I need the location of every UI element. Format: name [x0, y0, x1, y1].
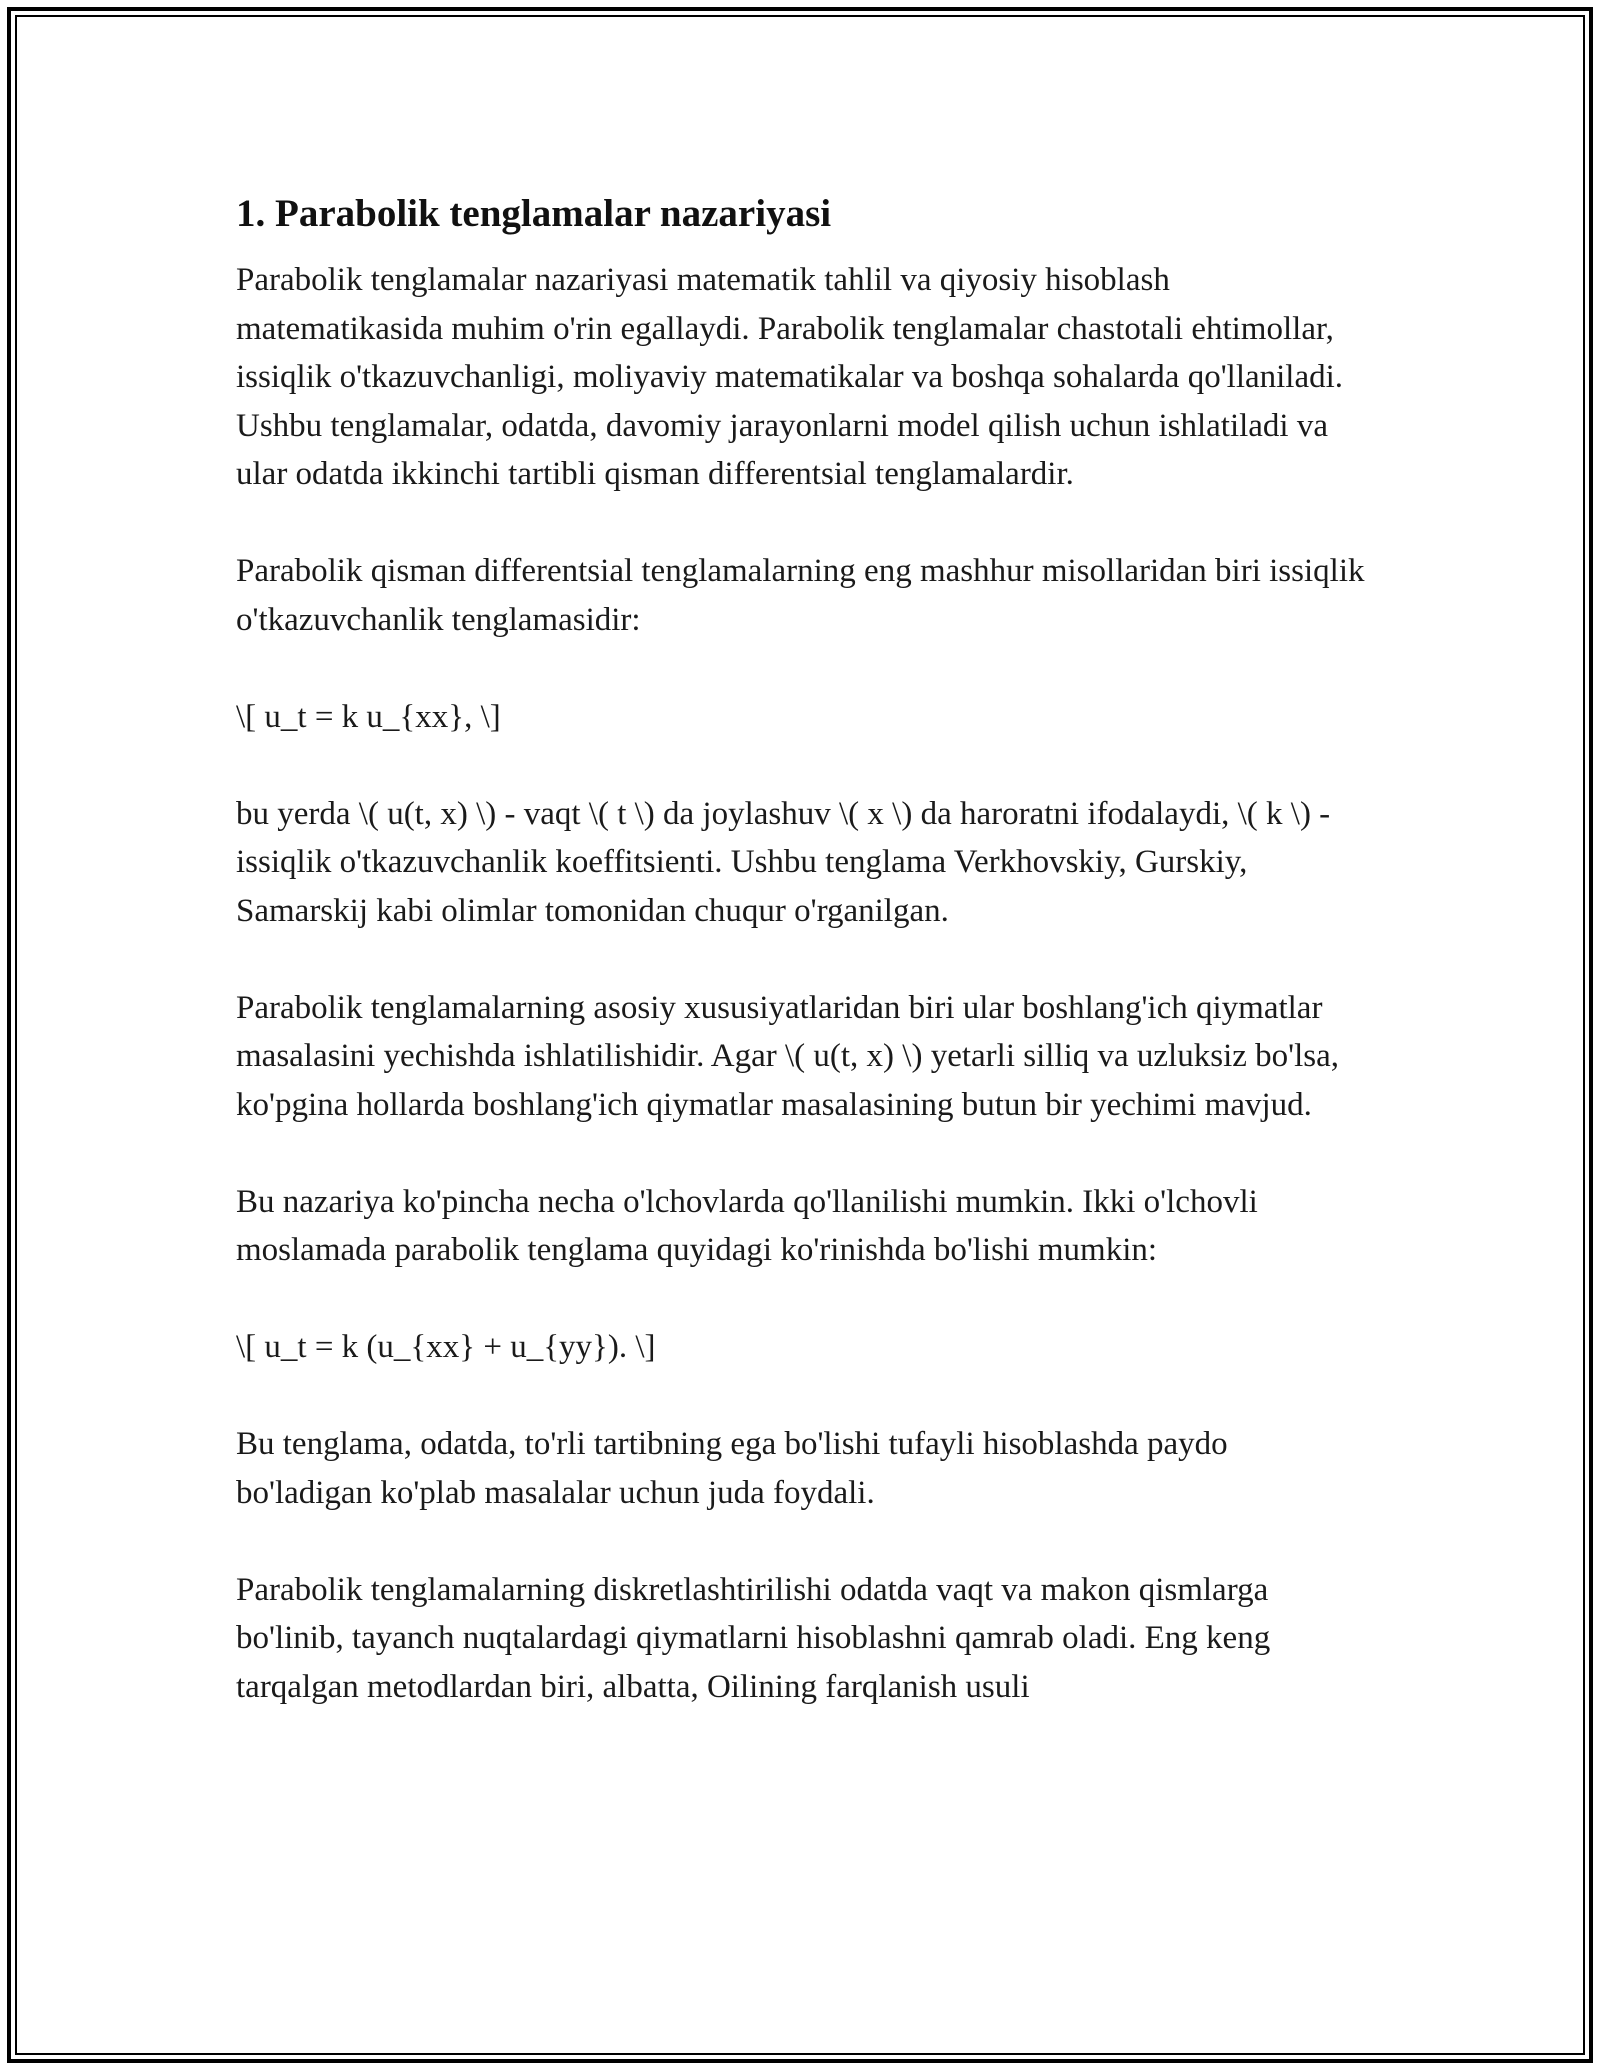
paragraph-variables: bu yerda \( u(t, x) \) - vaqt \( t \) da joylashuv \( x \) da haroratni ifodalaydi, \( k \) - issiqlik o'tkazuvchanlik koeffitsienti. Ushbu tenglama Verkhovskiy, Gurskiy, Samarskij kabi olimlar tomonidan chuqur o'rganilgan. — [236, 795, 1331, 929]
equation-heat-2d: \[ u_t = k (u_{xx} + u_{yy}). \] — [236, 1329, 656, 1365]
paragraph-dimensions: Bu nazariya ko'pincha necha o'lchovlarda qo'llanilishi mumkin. Ikki o'lchovli moslamada parabolik tenglama quyidagi ko'rinishda bo'lishi mumkin: — [236, 1183, 1258, 1268]
section-heading: 1. Parabolik tenglamalar nazariyasi — [236, 192, 832, 235]
paragraph-heat-equation-intro: Parabolik qisman differentsial tenglamalarning eng mashhur misollaridan biri issiqlik o'tkazuvchanlik tenglamasidir: — [236, 553, 1365, 638]
paragraph-discretization: Parabolik tenglamalarning diskretlashtirilishi odatda vaqt va makon qismlarga bo'linib, tayanch nuqtalardagi qiymatlarni hisoblashni qamrab oladi. Eng keng tarqalgan metodlardan biri, albatta, Oilining farqlanish usuli — [236, 1571, 1271, 1705]
paragraph-usefulness: Bu tenglama, odatda, to'rli tartibning ega bo'lishi tufayli hisoblashda paydo bo'ladigan ko'plab masalalar uchun juda foydali. — [236, 1426, 1228, 1511]
equation-heat-1d: \[ u_t = k u_{xx}, \] — [236, 698, 501, 735]
document-body — [236, 188, 1366, 1760]
paragraph-intro: Parabolik tenglamalar nazariyasi matematik tahlil va qiyosiy hisoblash matematikasida muhim o'rin egallaydi. Parabolik tenglamalar chastotali ehtimollar, issiqlik o'tkazuvchanligi, moliyaviy matematikalar va boshqa sohalarda qo'llaniladi. Ushbu tenglamalar, odatda, davomiy jarayonlarni model qilish uchun ishlatiladi va ular odatda ikkinchi tartibli qisman differentsial tenglamalardir. — [236, 262, 1344, 492]
paragraph-initial-value: Parabolik tenglamalarning asosiy xususiyatlaridan biri ular boshlang'ich qiymatlar masalasini yechishda ishlatilishidir. Agar \( u(t, x) \) yetarli silliq va uzluksiz bo'lsa, ko'pgina hollarda boshlang'ich qiymatlar masalasining butun bir yechimi mavjud. — [236, 989, 1339, 1123]
